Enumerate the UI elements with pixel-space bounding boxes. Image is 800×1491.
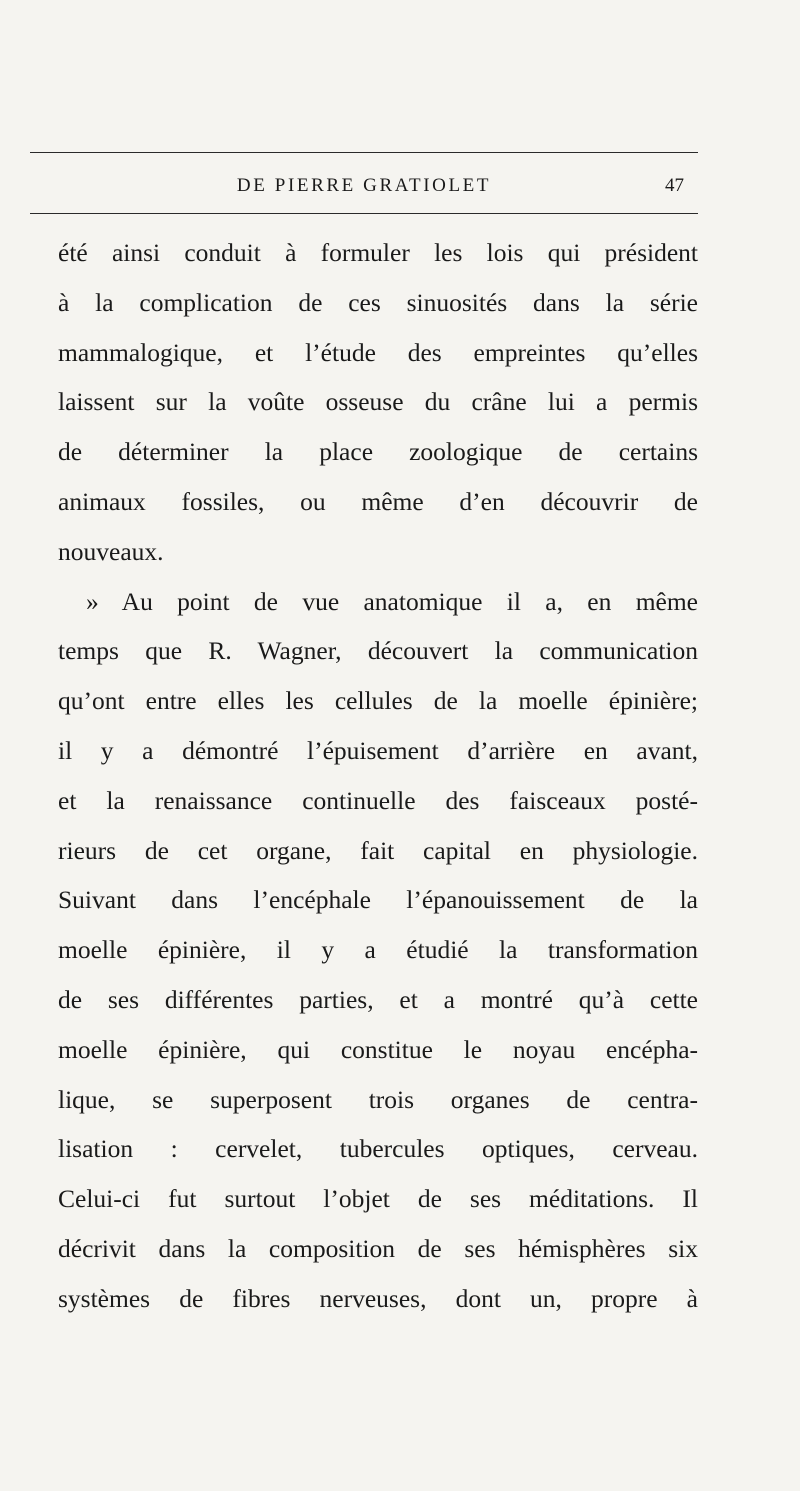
text-line: lique, se superposent trois organes de centra- [58, 1084, 698, 1114]
text-line: moelle épinière, il y a étudié la transformation [58, 935, 698, 965]
text-line: mammalogique, et l’étude des empreintes qu’elles [58, 337, 698, 367]
text-line: décrivit dans la composition de ses hémisphères six [58, 1233, 698, 1263]
body-text [58, 228, 698, 1324]
top-rule [30, 152, 698, 153]
text-line: été ainsi conduit à formuler les lois qui président [58, 238, 698, 267]
page-header [30, 171, 698, 201]
text-line: lisation : cervelet, tubercules optiques, cerveau. [58, 1134, 698, 1164]
page-number: 47 [665, 175, 684, 196]
text-line: temps que R. Wagner, découvert la communication [58, 636, 698, 666]
text-line: à la complication de ces sinuosités dans la série [58, 287, 698, 317]
text-line: Celui-ci fut surtout l’objet de ses méditations. Il [58, 1184, 698, 1214]
text-line: de déterminer la place zoologique de certains [58, 437, 698, 467]
running-title: DE PIERRE GRATIOLET [236, 175, 492, 196]
text-line: » Au point de vue anatomique il a, en même [86, 586, 698, 616]
text-line: animaux fossiles, ou même d’en découvrir de [58, 486, 698, 516]
text-line: nouveaux. [58, 536, 164, 566]
text-line: et la renaissance continuelle des faisceaux posté- [58, 785, 698, 815]
text-line: Suivant dans l’encéphale l’épanouissement de la [58, 885, 698, 915]
text-line: laissent sur la voûte osseuse du crâne lui a permis [58, 387, 698, 417]
text-line: il y a démontré l’épuisement d’arrière en avant, [58, 735, 698, 765]
text-line: rieurs de cet organe, fait capital en physiologie. [58, 835, 698, 865]
text-line: de ses différentes parties, et a montré qu’à cette [58, 984, 698, 1014]
text-line: systèmes de fibres nerveuses, dont un, propre à [58, 1283, 698, 1313]
text-line: qu’ont entre elles les cellules de la moelle épinière; [58, 686, 698, 716]
text-line: moelle épinière, qui constitue le noyau encépha- [58, 1034, 698, 1064]
header-rule [30, 213, 698, 214]
